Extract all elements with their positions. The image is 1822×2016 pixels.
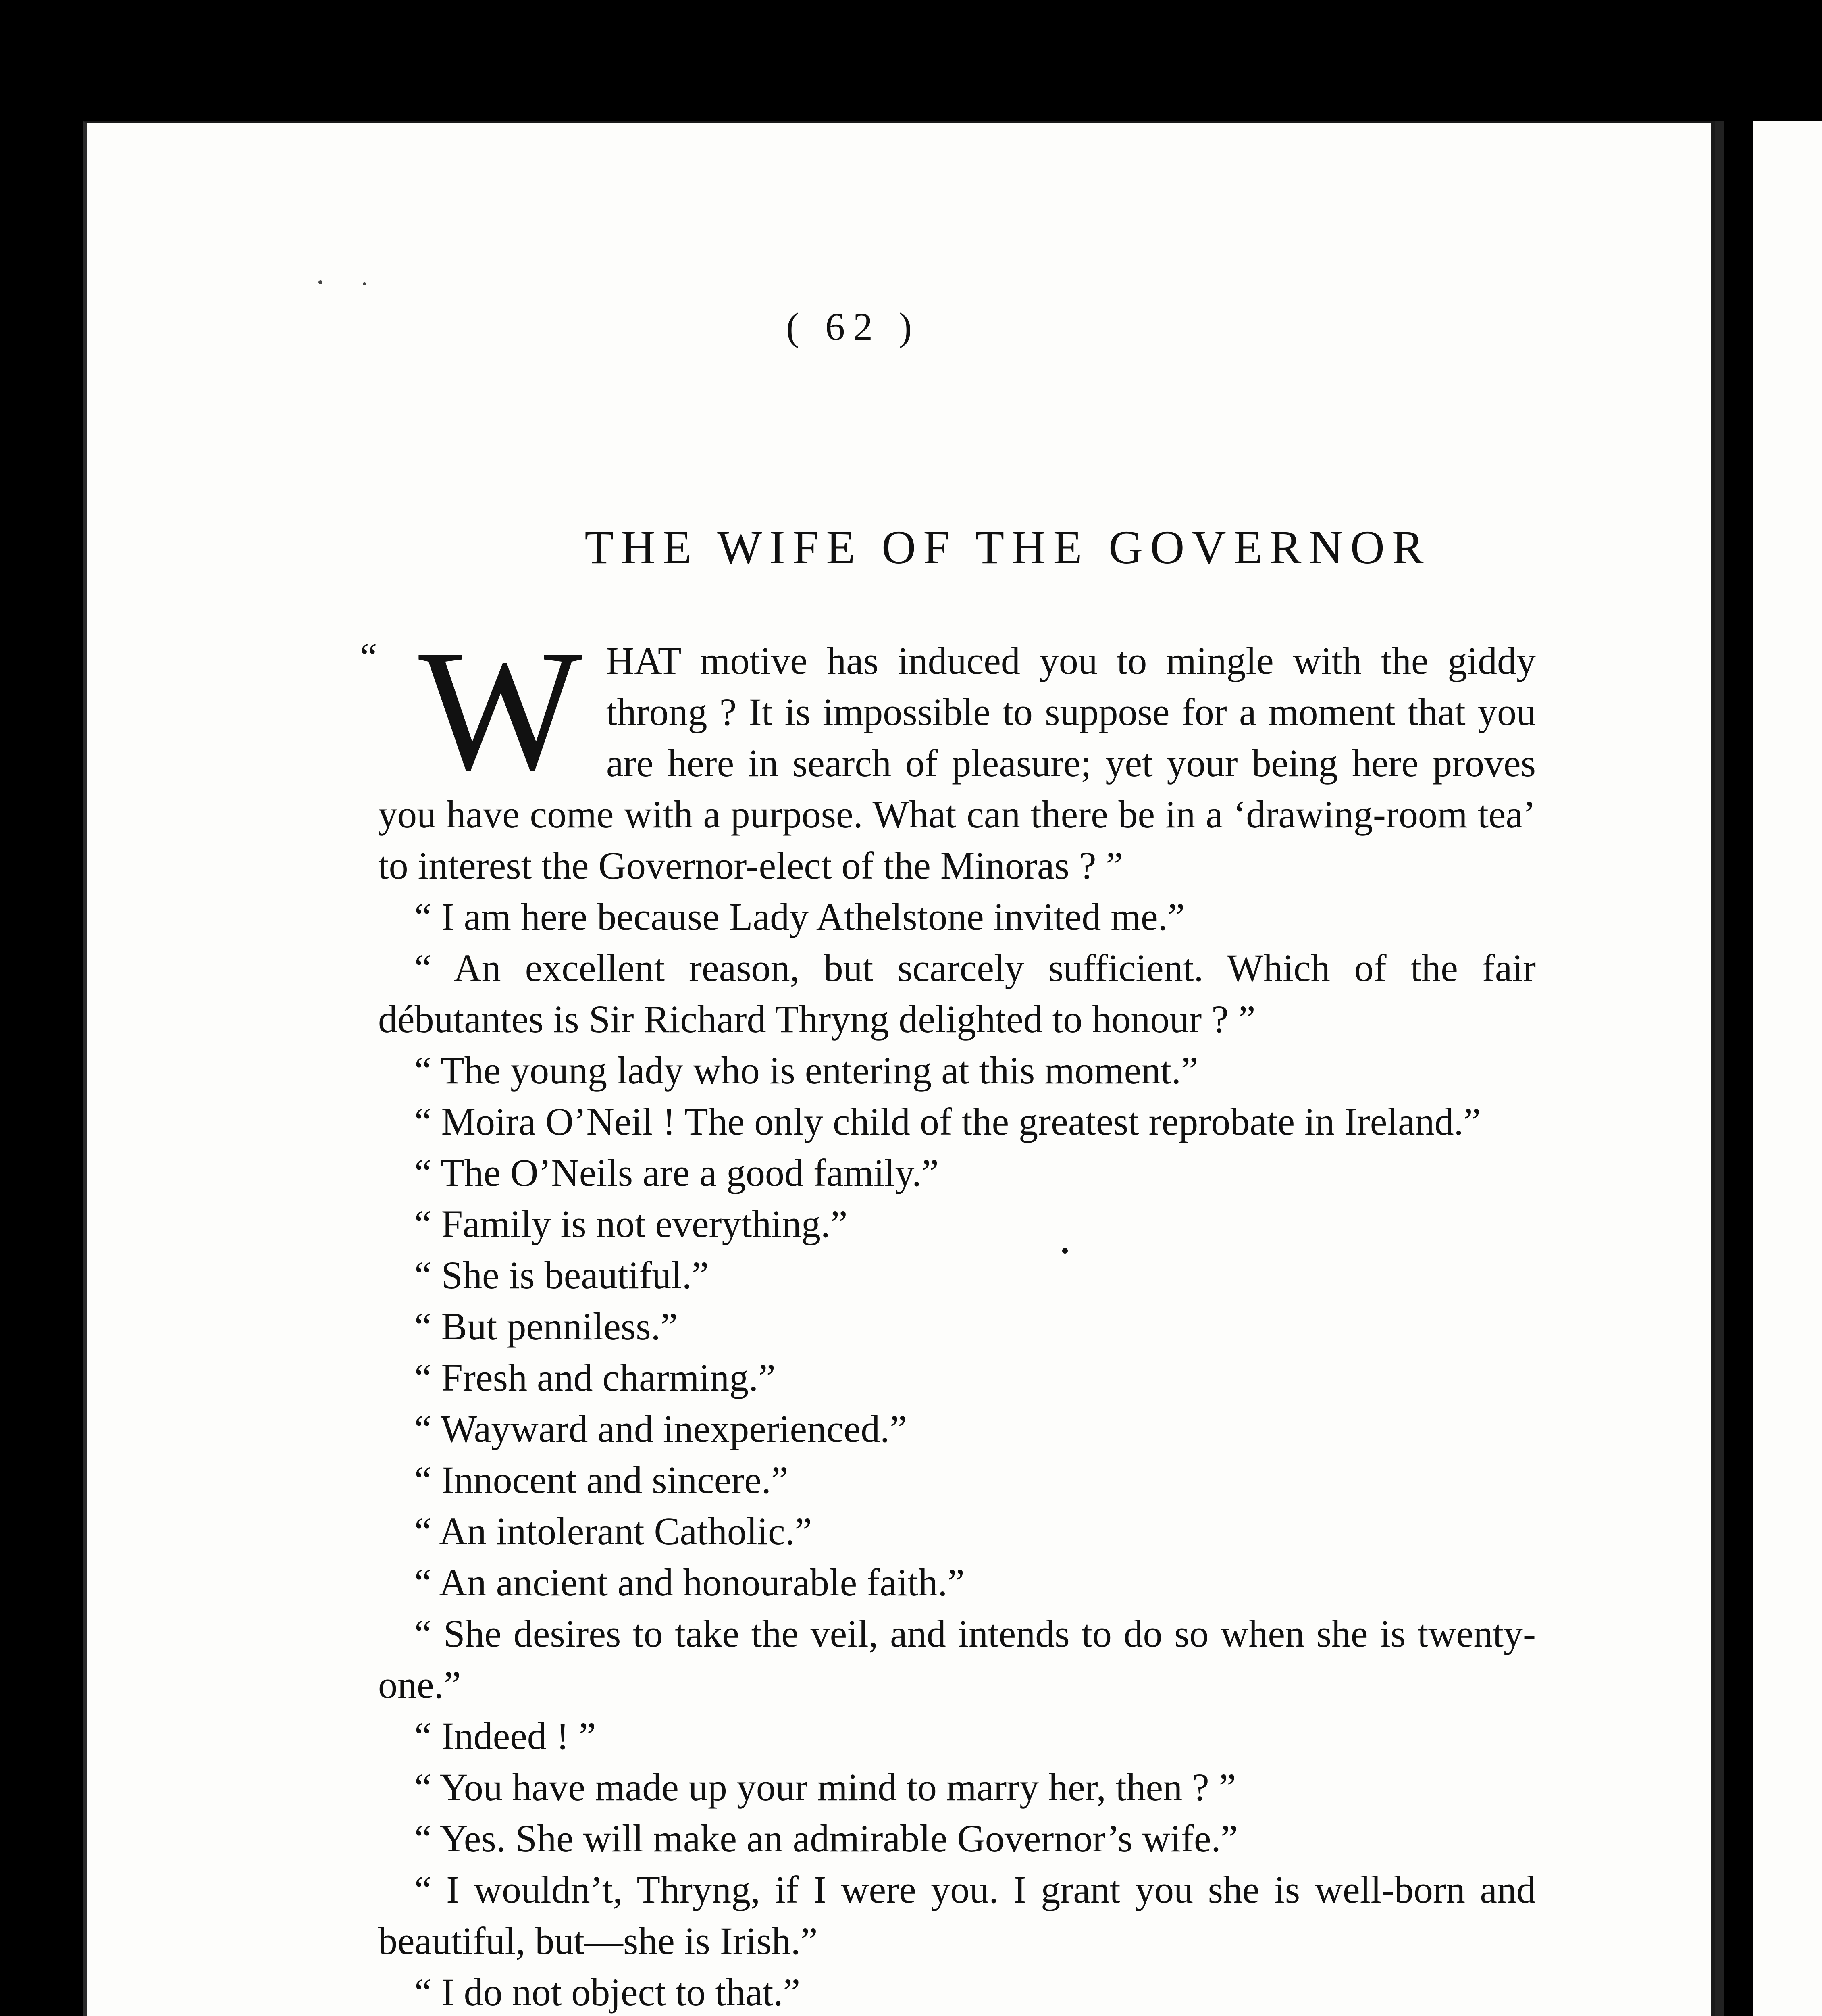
body-text: [360, 614, 1536, 2016]
paragraph: “ Yes. She will make an admirable Governor’s wife.”: [414, 1817, 1238, 1860]
paragraph: “ I wouldn’t, Thryng, if I were you. I grant you she is well-born and beautiful, but—she is Irish.”: [378, 1868, 1536, 1962]
scan-speck: [363, 282, 366, 285]
paragraph: “ Innocent and sincere.”: [414, 1458, 788, 1502]
paragraph: “ But penniless.”: [414, 1305, 678, 1348]
chapter-title: THE WIFE OF THE GOVERNOR: [584, 521, 1431, 574]
scan-speck: [318, 280, 322, 284]
page-number: ( 62 ): [786, 305, 920, 349]
paragraph: “ Moira O’Neil ! The only child of the greatest reprobate in Ireland.”: [414, 1100, 1481, 1143]
paragraph: “ Family is not everything.”: [414, 1202, 848, 1245]
scan-speck: [1062, 1248, 1068, 1254]
first-paragraph-text: HAT motive has induced you to mingle with the giddy throng ? It is impossible to suppose for a moment that you are here in search of pleasure; yet your being here proves you have come with a purpose. What can there be in a ‘drawing-room tea’ to interest the Governor-elect of the Minoras ? ”: [378, 639, 1536, 887]
facing-page-edge: [1753, 121, 1822, 2016]
paragraph: “ Fresh and charming.”: [414, 1356, 776, 1399]
paragraph: “ She desires to take the veil, and intends to do so when she is twenty-one.”: [378, 1612, 1536, 1706]
paragraph: “ Indeed ! ”: [414, 1714, 596, 1758]
drop-cap: W: [418, 614, 582, 806]
paragraph: “ I do not object to that.”: [414, 1970, 801, 2014]
opening-quote-mark: “: [360, 635, 377, 678]
paragraph: “ An intolerant Catholic.”: [414, 1510, 812, 1553]
paragraph: “ Wayward and inexperienced.”: [414, 1407, 907, 1450]
paragraph: “ The young lady who is entering at this moment.”: [414, 1049, 1198, 1092]
paragraph: “ You have made up your mind to marry her, then ? ”: [414, 1766, 1236, 1809]
paragraph: “ An ancient and honourable faith.”: [414, 1561, 965, 1604]
page-gutter: [1715, 121, 1724, 2016]
paragraph: “ The O’Neils are a good family.”: [414, 1151, 939, 1194]
paragraph: “ She is beautiful.”: [414, 1254, 709, 1297]
first-paragraph: [360, 614, 1536, 891]
paragraph: “ I am here because Lady Athelstone invited me.”: [414, 895, 1185, 938]
paragraph: “ An excellent reason, but scarcely sufficient. Which of the fair débutantes is Sir Richard Thryng delighted to honour ? ”: [378, 946, 1536, 1041]
